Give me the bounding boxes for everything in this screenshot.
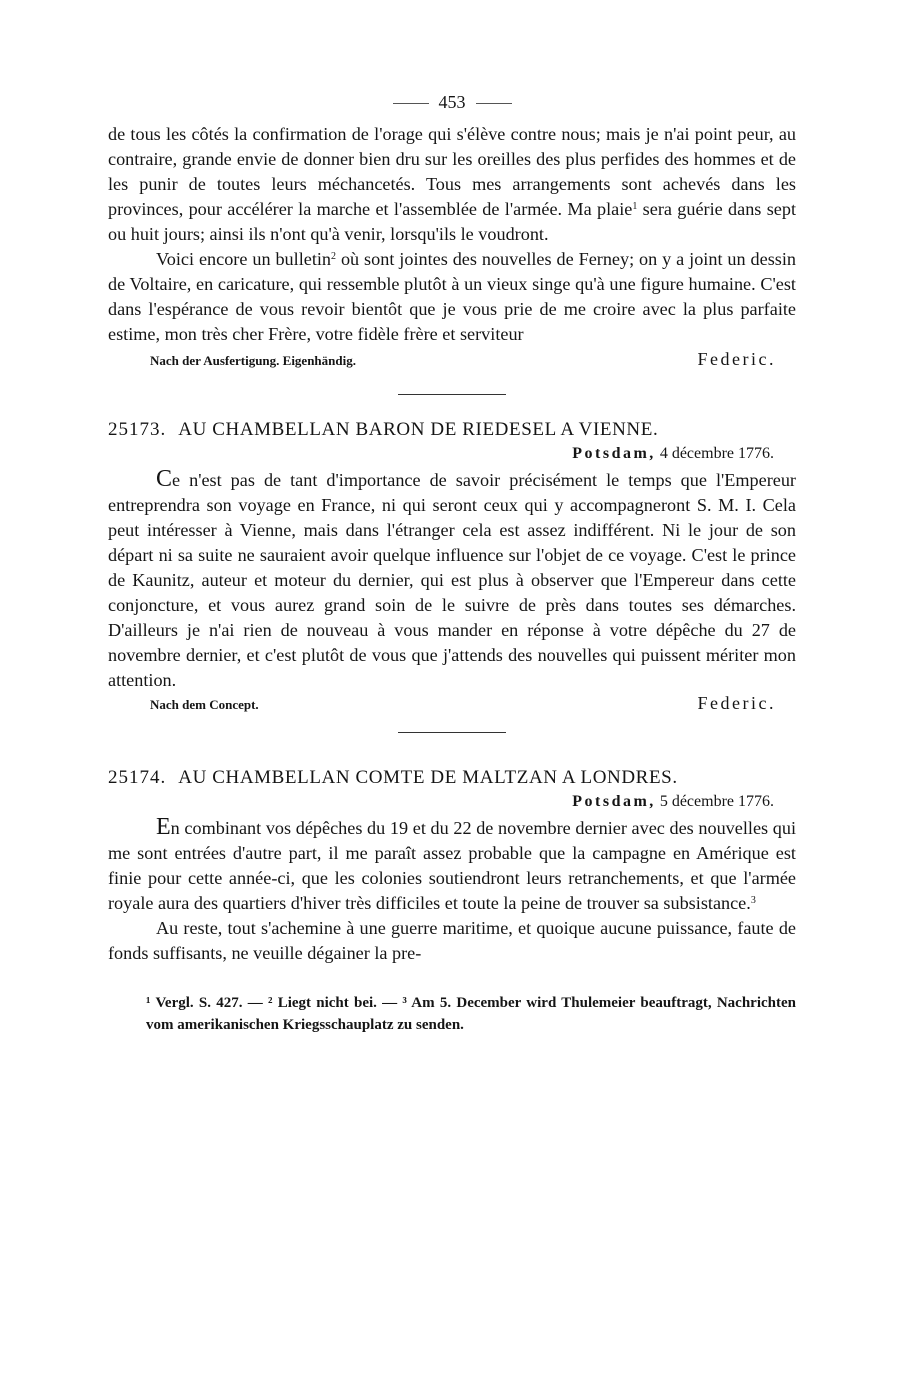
footnotes [108, 992, 796, 1036]
letter-number: 25174. [108, 767, 167, 788]
page-number [108, 90, 796, 114]
section-divider [398, 394, 506, 395]
source-note: Nach der Ausfertigung. Eigenhändig. [150, 353, 356, 368]
signature: Federic. [697, 349, 776, 369]
footnote-text: ¹ Vergl. S. 427. — ² Liegt nicht bei. — ³ Am 5. December wird Thulemeier beauftragt, Nachrichten vom amerikanischen Kriegsschauplatz zu senden. [146, 995, 796, 1033]
letter-number: 25173. [108, 419, 167, 440]
book-page [108, 90, 796, 1036]
page-number-dash-left [393, 103, 429, 104]
continuation-paragraph-1: de tous les côtés la confirmation de l'orage qui s'élève contre nous; mais je n'ai point peur, au contraire, grande envie de donner bien dru sur les oreilles des plus perfides des hommes et de les punir de toutes leurs méchancetés. Tous mes arrangements sont achevés dans les provinces, pour accélérer la marche et l'assemblée de l'armée. Ma plaie$^1$ sera guérie dans sept ou huit jours; ainsi ils n'ont qu'à venir, lorsqu'ils le voudront. [108, 124, 796, 244]
drop-cap: E [156, 814, 171, 840]
letter-closing [108, 685, 796, 714]
letter-heading [108, 419, 796, 441]
dateline: Potsdam, 4 décembre 1776. [572, 445, 774, 462]
footnote-mark-2: 2 [331, 251, 337, 262]
dateline: Potsdam, 5 décembre 1776. [572, 793, 774, 810]
letter-heading [108, 767, 796, 789]
section-divider [398, 732, 506, 733]
source-note: Nach dem Concept. [150, 697, 259, 712]
letter-body: Ce n'est pas de tant d'importance de savoir précisément le temps que l'Empereur entreprendra son voyage en France, ni qui seront ceux qui y accompagneront S. M. I. Cela peut intéresser à Vienne, mais dans l'étranger cela est assez indifférent. Ni le jour de son départ ni sa suite ne sauraient avoir quelque influence sur l'objet de ce voyage. C'est le prince de Kaunitz, auteur et moteur du dernier, qui est plus à observer que l'Empereur dans cette conjoncture, et vous aurez grand soin de le suivre de près dans toutes ses démarches. D'ailleurs je n'ai rien de nouveau à vous mander en réponse à votre dépêche du 27 de novembre dernier, et c'est plutôt de vous que j'attends des nouvelles qui puissent mériter mon attention. [108, 466, 796, 690]
letter-body: En combinant vos dépêches du 19 et du 22 de novembre dernier avec des nouvelles qui me sont entrées d'autre part, il me paraît assez probable que la campagne en Amérique est finie pour cette année-ci, que les colonies soutiendront leurs retranchements, et que l'armée royale aura des quartiers d'hiver très difficiles et toute la peine de trouver sa subsistance.$^3$ [108, 814, 796, 913]
continuation-closing [108, 349, 796, 370]
signature: Federic. [697, 693, 776, 713]
letter-body-paragraph-2: Au reste, tout s'achemine à une guerre maritime, et quoique aucune puissance, faute de fonds suffisants, ne veuille dégainer la pre- [108, 918, 796, 963]
drop-cap: C [156, 466, 173, 492]
page-number-text: 453 [438, 92, 466, 112]
footnote-mark-3: 3 [750, 895, 756, 906]
page-number-dash-right [476, 103, 512, 104]
footnote-mark-1: 1 [632, 201, 638, 212]
letter-title: AU CHAMBELLAN COMTE DE MALTZAN A LONDRES. [178, 767, 678, 788]
continuation-paragraph-2: Voici encore un bulletin$^2$ où sont jointes des nouvelles de Ferney; on y a joint un dessin de Voltaire, en caricature, qui ressemble plutôt à un vieux singe qu'à une figure humaine. C'est dans l'espérance de vous revoir bientôt que je vous prie de me croire avec la plus parfaite estime, mon très cher Frère, votre fidèle frère et serviteur [108, 249, 796, 344]
letter-title: AU CHAMBELLAN BARON DE RIEDESEL A VIENNE. [178, 419, 659, 440]
